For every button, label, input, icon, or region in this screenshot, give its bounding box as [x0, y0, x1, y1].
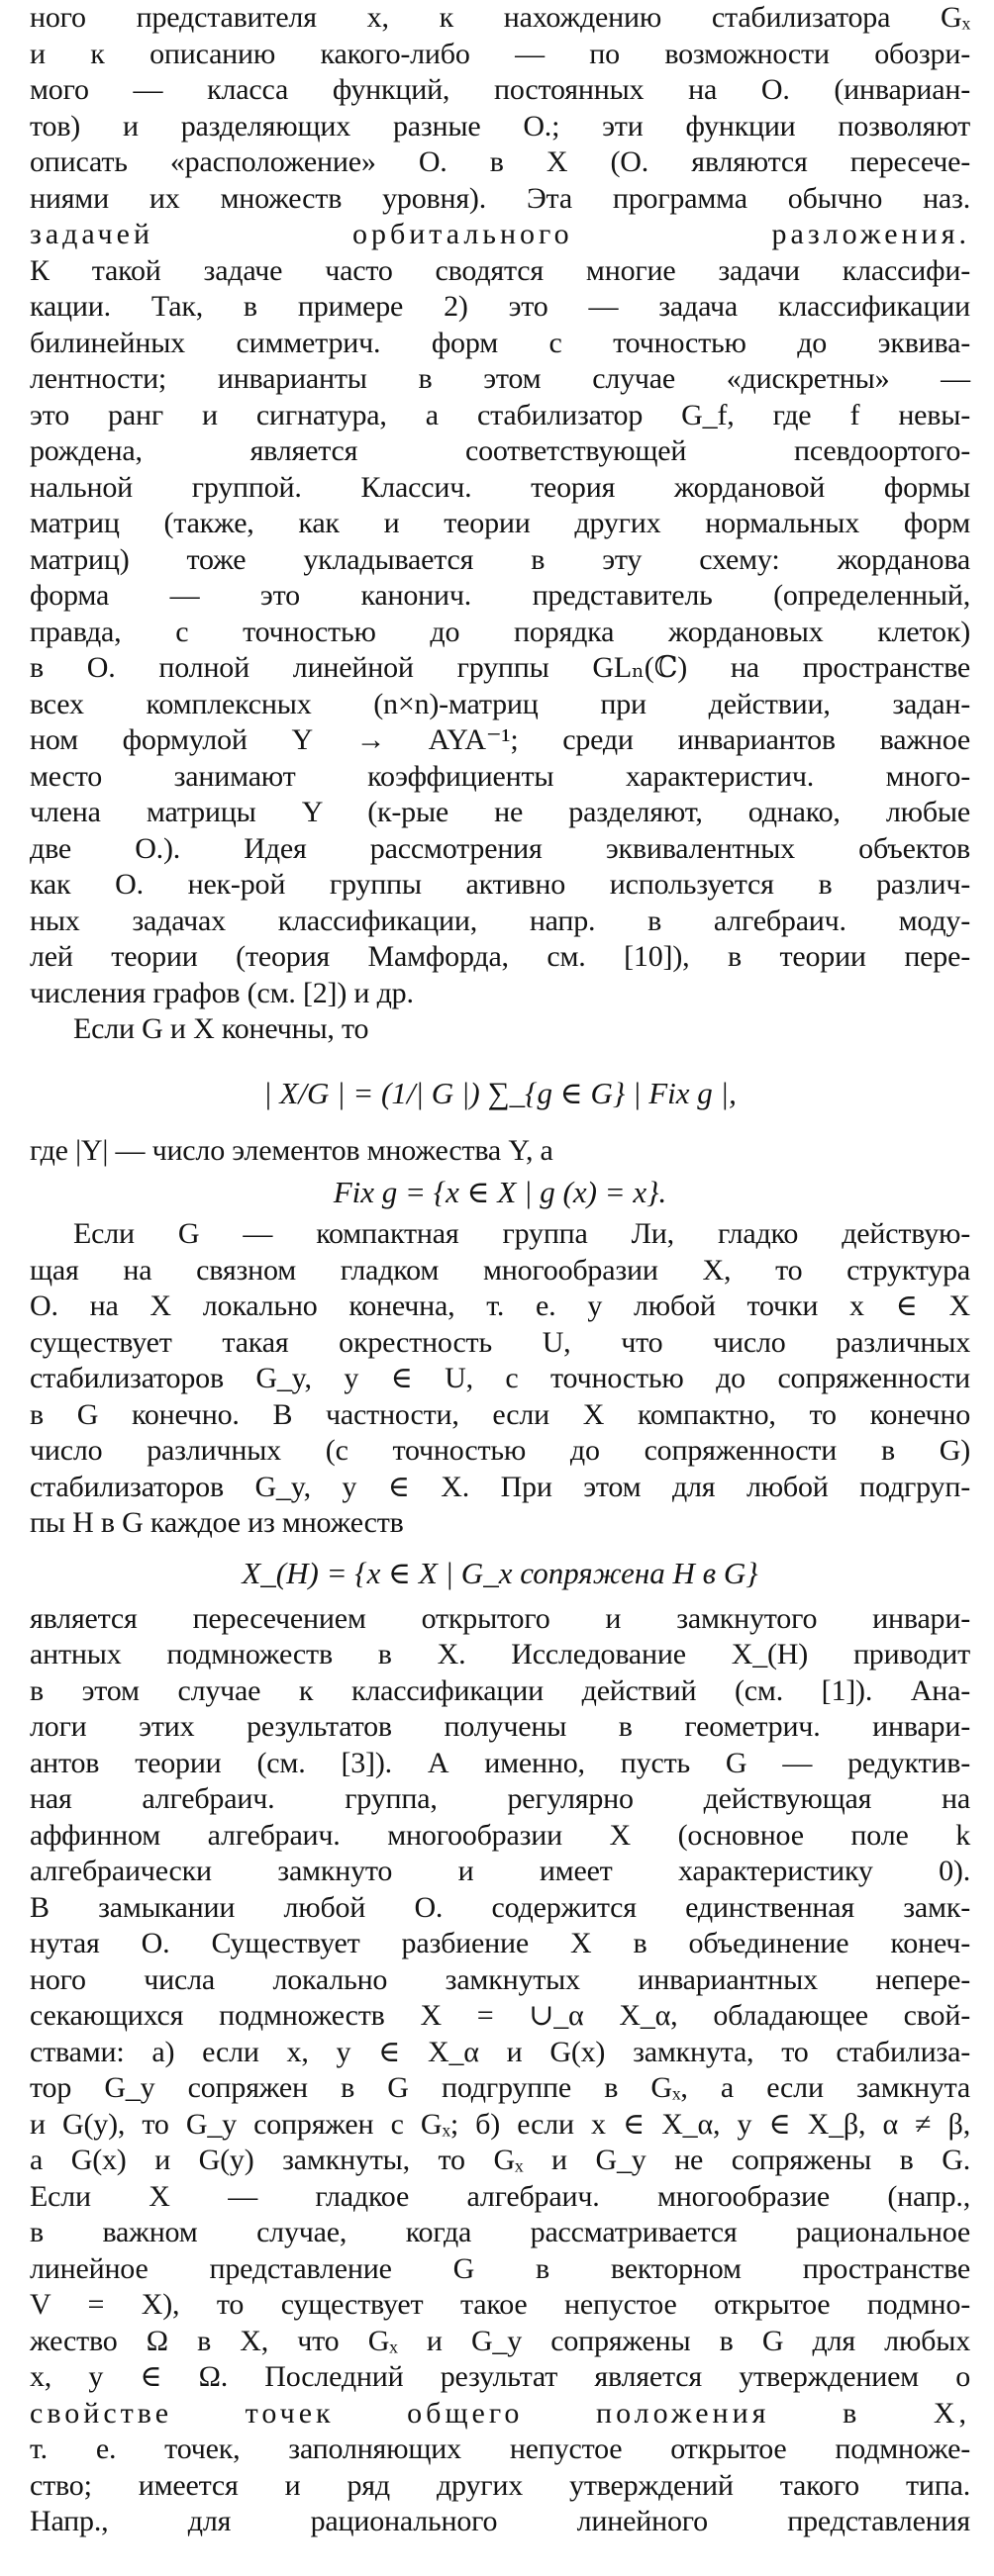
text-line: в важном случае, когда рассматривается рациональное [30, 2216, 970, 2248]
text-line: билинейных симметрич. форм с точностью до эквива- [30, 326, 970, 359]
text-line: ных задачах классификации, напр. в алгебраич. моду- [30, 904, 970, 937]
text-line: свойстве точек общего положения в X, [30, 2396, 970, 2430]
text-line: В замыкании любой О. содержится единственная замк- [30, 1890, 970, 1924]
text-line: матриц (также, как и теории других нормальных форм [30, 507, 970, 539]
text-line: это ранг и сигнатура, а стабилизатор G_f, где f невы- [30, 398, 970, 431]
text-line: ном формулой Y → AYA⁻¹; среди инвариантов важное [30, 723, 970, 756]
text-line: щая на связном гладком многообразии X, то структура [30, 1253, 970, 1287]
text-line: лентности; инварианты в этом случае «дискретны» — [30, 362, 970, 395]
text-line: существует такая окрестность U, что число различных [30, 1325, 970, 1359]
text-line: две О.). Идея рассмотрения эквивалентных объектов [30, 831, 970, 865]
text-line: аффинном алгебраич. многообразии X (основное поле k [30, 1818, 970, 1852]
text-line: Напр., для рационального линейного представления [30, 2505, 970, 2537]
text-line: Если X — гладкое алгебраич. многообразие (напр., [30, 2179, 970, 2213]
formula-fix: Fix g = {x ∈ X | g (x) = x}. [333, 1175, 667, 1209]
text-line: место занимают коэффициенты характеристич. много- [30, 759, 970, 793]
text-line-if-finite: Если G и X конечны, то [73, 1012, 369, 1045]
text-line: К такой задаче часто сводятся многие задачи классифи- [30, 253, 970, 287]
text-line: логи этих результатов получены в геометрич. инвари- [30, 1710, 970, 1743]
paragraph-geometric-invariants [30, 1601, 970, 2540]
text-line: секающихся подмножеств X = ∪_α X_α, обладающее свой- [30, 1999, 970, 2032]
text-line: стабилизаторов G_y, y ∈ U, с точностью до сопряженности [30, 1362, 970, 1394]
formula-x-h: X_(H) = {x ∈ X | G_x сопряжена H в G} [242, 1555, 758, 1590]
text-line: V = X), то существует такое непустое открытое подмно- [30, 2288, 970, 2321]
text-line: мого — класса функций, постоянных на О. (инвариан- [30, 73, 970, 106]
text-line: стабилизаторов G_y, y ∈ X. При этом для любой подгруп- [30, 1470, 970, 1503]
paragraph-compact-lie-group [30, 1216, 970, 1542]
text-line: задачей орбитального разложения. [30, 218, 970, 250]
text-line: пы H в G каждое из множеств [30, 1506, 404, 1539]
text-line: и G(y), то G_y сопряжен с Gₓ; б) если x ∈ X_α, y ∈ X_β, α ≠ β, [30, 2107, 970, 2141]
text-line: является пересечением открытого и замкнутого инвари- [30, 1601, 970, 1635]
text-line: нальной группой. Классич. теория жордановой формы [30, 470, 970, 504]
text-line: алгебраически замкнуто и имеет характеристику 0). [30, 1855, 970, 1887]
text-line: в G конечно. В частности, если X компактно, то конечно [30, 1397, 970, 1431]
text-line: ного представителя x, к нахождению стабилизатора Gₓ [30, 1, 970, 34]
text-line: лей теории (теория Мамфорда, см. [10]), в теории пере- [30, 940, 970, 973]
text-line: ствами: а) если x, y ∈ X_α и G(x) замкнута, то стабилиза- [30, 2035, 970, 2068]
text-line: число различных (с точностью до сопряженности в G) [30, 1434, 970, 1467]
text-line: жество Ω в X, что Gₓ и G_y сопряжены в G для любых [30, 2324, 970, 2357]
text-line: всех комплексных (n×n)-матриц при действии, задан- [30, 687, 970, 720]
text-line: как О. нек-рой группы активно используется в различ- [30, 868, 970, 901]
text-line: и к описанию какого-либо — по возможности обозри- [30, 37, 970, 70]
text-line: в О. полной линейной группы GLₙ(ℂ) на пространстве [30, 651, 970, 684]
text-line: антов теории (см. [3]). А именно, пусть G — редуктив- [30, 1746, 970, 1779]
text-line: линейное представление G в векторном пространстве [30, 2251, 970, 2285]
text-line: числения графов (см. [2]) и др. [30, 976, 414, 1009]
text-line: в этом случае к классификации действий (см. [1]). Ана- [30, 1673, 970, 1707]
text-line: члена матрицы Y (к-рые не разделяют, однако, любые [30, 796, 970, 828]
text-line: ниями их множеств уровня). Эта программа обычно наз. [30, 181, 970, 215]
text-line: Если G — компактная группа Ли, гладко действую- [73, 1217, 970, 1250]
text-line: ство; имеется и ряд других утверждений такого типа. [30, 2468, 970, 2502]
text-line: О. на X локально конечна, т. е. у любой точки x ∈ X [30, 1289, 970, 1322]
text-line: тор G_y сопряжен в G подгруппе в Gₓ, а если замкнута [30, 2071, 970, 2104]
text-line: x, y ∈ Ω. Последний результат является утверждением о [30, 2360, 970, 2393]
text-line: нутая О. Существует разбиение X в объединение конеч- [30, 1927, 970, 1959]
text-line: а G(x) и G(y) замкнуты, то Gₓ и G_y не сопряжены в G. [30, 2144, 970, 2176]
text-line: антных подмножеств в X. Исследование X_(H) приводит [30, 1638, 970, 1670]
paragraph-orbit-decomposition [30, 0, 970, 1011]
text-line: описать «расположение» О. в X (О. являются пересече- [30, 145, 970, 178]
document-page [30, 0, 970, 2540]
text-line: форма — это канонич. представитель (определенный, [30, 579, 970, 612]
text-line: ная алгебраич. группа, регулярно действующая на [30, 1782, 970, 1815]
text-line: кации. Так, в примере 2) это — задача классификации [30, 290, 970, 323]
text-line: тов) и разделяющих разные О.; эти функции позволяют [30, 109, 970, 143]
text-line: ного числа локально замкнутых инвариантных непере- [30, 1962, 970, 1996]
formula-burnside: | X/G | = (1/| G |) ∑_{g ∈ G} | Fix g |, [263, 1075, 737, 1110]
text-line: правда, с точностью до порядка жордановых клеток) [30, 615, 970, 648]
text-line-where: где |Y| — число элементов множества Y, а [30, 1133, 553, 1167]
text-line: рождена, является соответствующей псевдоортого- [30, 434, 970, 467]
text-line: матриц) тоже укладывается в эту схему: жорданова [30, 542, 970, 576]
text-line: т. е. точек, заполняющих непустое открытое подмноже- [30, 2433, 970, 2465]
